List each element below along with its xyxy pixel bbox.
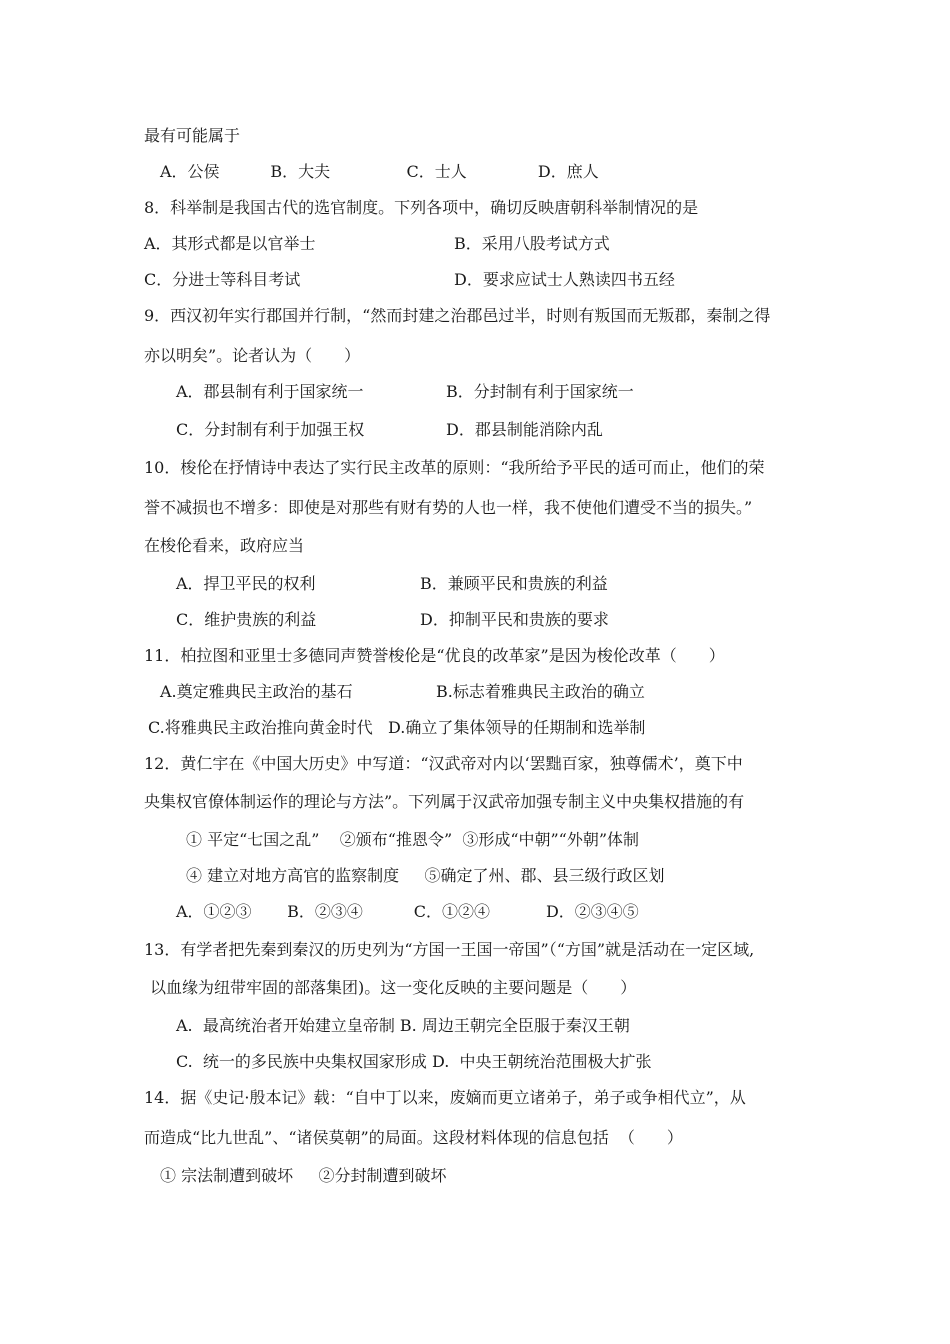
q14-stem-line1: 14．据《史记·殷本记》载：“自中丁以来，废嫡而更立诸弟子，弟子或争相代立”，从: [144, 1088, 746, 1107]
q9-option-c: C．分封制有利于加强王权: [176, 420, 365, 439]
q8-option-a: A．其形式都是以官举士: [144, 234, 316, 253]
q7-stem-cont: 最有可能属于: [144, 126, 241, 145]
q14-stem-line2: 而造成“比九世乱”、“诸侯莫朝”的局面。这段材料体现的信息包括 （ ）: [144, 1128, 683, 1147]
q10-option-a: A．捍卫平民的权利: [176, 574, 316, 593]
q10-option-d: D．抑制平民和贵族的要求: [420, 610, 609, 629]
q11-option-a: A.奠定雅典民主政治的基石: [160, 682, 353, 701]
q13-options-ab: A. 最高统治者开始建立皇帝制 B. 周边王朝完全臣服于秦汉王朝: [176, 1016, 630, 1035]
q8-stem: 8．科举制是我国古代的选官制度。下列各项中，确切反映唐朝科举制情况的是: [144, 198, 699, 217]
q11-option-cd: C.将雅典民主政治推向黄金时代 D.确立了集体领导的任期制和选举制: [148, 718, 646, 737]
q13-stem-line2: 以血缘为纽带牢固的部落集团)。这一变化反映的主要问题是（ ）: [150, 978, 637, 997]
q9-option-b: B．分封制有利于国家统一: [446, 382, 634, 401]
q8-option-b: B．采用八股考试方式: [454, 234, 610, 253]
q9-option-d: D．郡县制能消除内乱: [446, 420, 603, 439]
q12-options: A．①②③ B．②③④ C．①②④ D．②③④⑤: [176, 902, 639, 921]
q10-option-c: C．维护贵族的利益: [176, 610, 317, 629]
q10-stem-line3: 在梭伦看来，政府应当: [144, 536, 305, 555]
q9-option-a: A．郡县制有利于国家统一: [176, 382, 364, 401]
q9-stem-line2: 亦以明矣”。论者认为（ ）: [144, 346, 361, 365]
q11-stem: 11．柏拉图和亚里士多德同声赞誉梭伦是“优良的改革家”是因为梭伦改革（ ）: [144, 646, 725, 665]
q13-stem-line1: 13．有学者把先秦到秦汉的历史列为“方国一王国一帝国”（“方国”就是活动在一定区域,: [144, 940, 755, 959]
q12-stem-line2: 央集权官僚体制运作的理论与方法”。下列属于汉武帝加强专制主义中央集权措施的有: [144, 792, 745, 811]
q11-option-b: B.标志着雅典民主政治的确立: [436, 682, 645, 701]
q10-stem-line1: 10．梭伦在抒情诗中表达了实行民主改革的原则：“我所给予平民的适可而止，他们的荣: [144, 458, 765, 477]
q7-options: A．公侯 B．大夫 C．士人 D．庶人: [160, 162, 599, 181]
q12-items-line1: ① 平定“七国之乱” ②颁布“推恩令” ③形成“中朝”“外朝”体制: [186, 830, 640, 849]
q13-options-cd: C. 统一的多民族中央集权国家形成 D. 中央王朝统治范围极大扩张: [176, 1052, 652, 1071]
q8-option-c: C．分进士等科目考试: [144, 270, 301, 289]
q12-stem-line1: 12．黄仁宇在《中国大历史》中写道：“汉武帝对内以‘罢黜百家，独尊儒术’，奠下中: [144, 754, 743, 773]
q12-items-line2: ④ 建立对地方高官的监察制度 ⑤确定了州、郡、县三级行政区划: [186, 866, 665, 885]
q8-option-d: D．要求应试士人熟读四书五经: [454, 270, 675, 289]
q10-option-b: B．兼顾平民和贵族的利益: [420, 574, 608, 593]
q9-stem-line1: 9．西汉初年实行郡国并行制，“然而封建之治郡邑过半，时则有叛国而无叛郡，秦制之得: [144, 306, 771, 325]
q14-items: ① 宗法制遭到破坏 ②分封制遭到破坏: [160, 1166, 447, 1185]
q10-stem-line2: 誉不减损也不增多：即使是对那些有财有势的人也一样，我不使他们遭受不当的损失。”: [144, 498, 753, 517]
